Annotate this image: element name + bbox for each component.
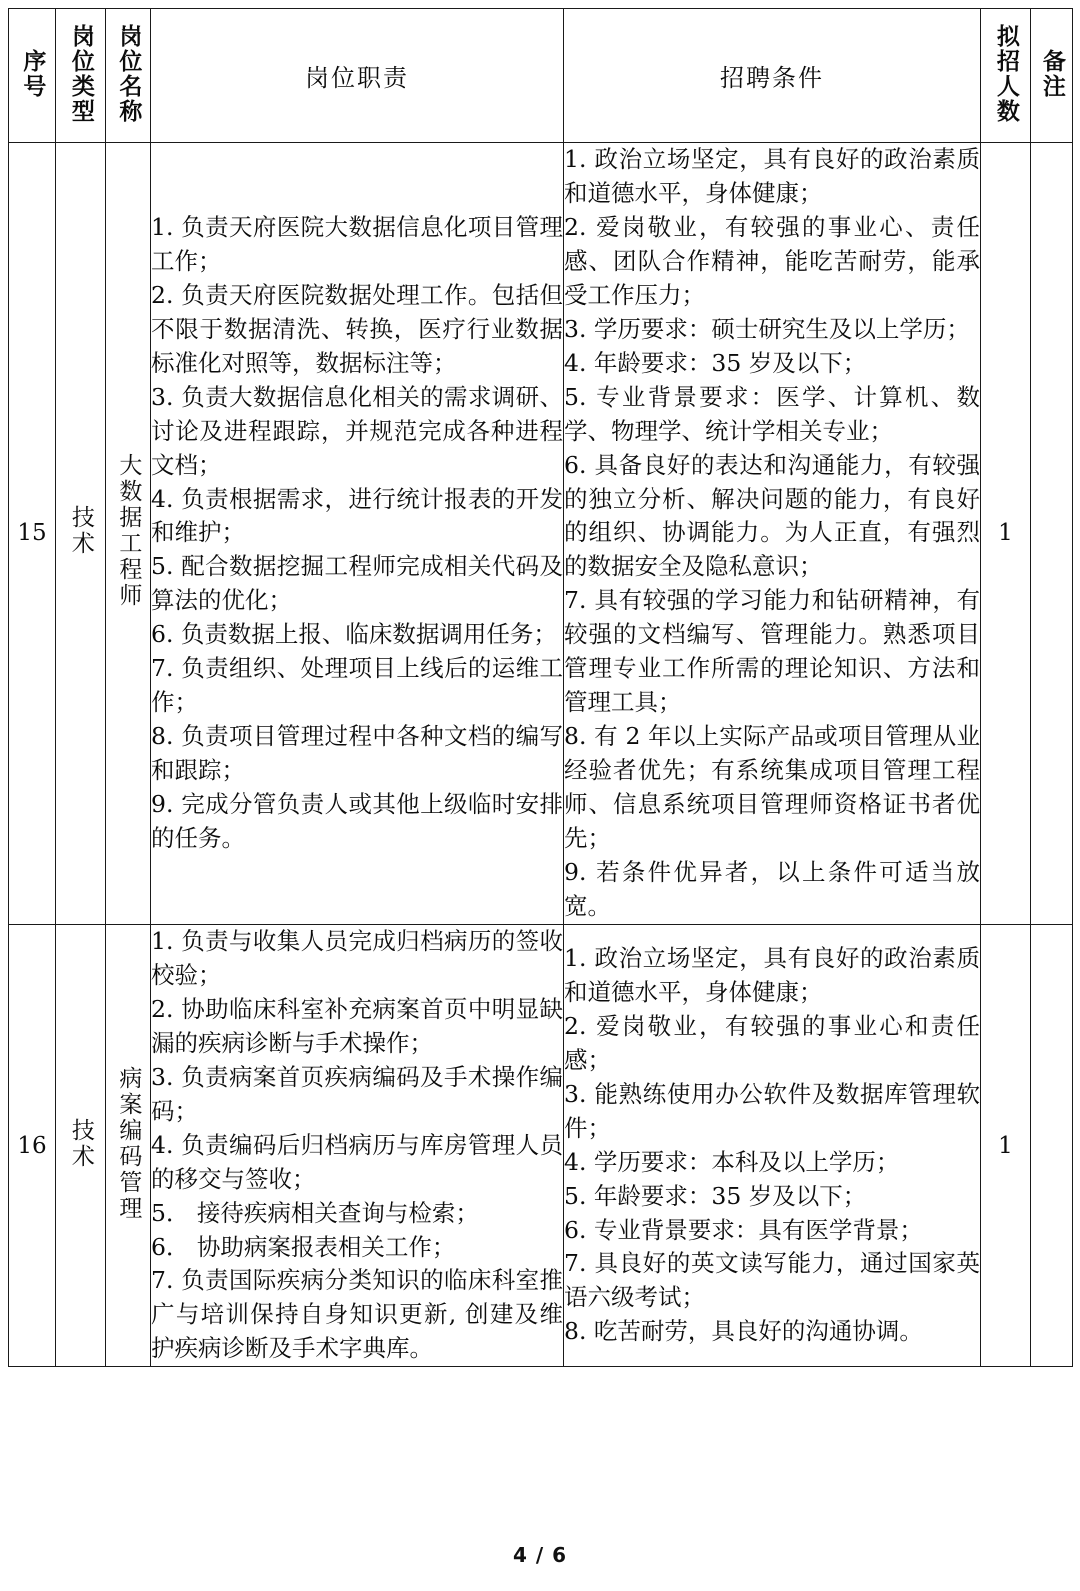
paragraph-item: 6． 协助病案报表相关工作； (151, 1232, 456, 1261)
cell-headcount: 1 (981, 924, 1031, 1366)
paragraph-item: 5. 专业背景要求：医学、计算机、数学、物理学、统计学相关专业； (564, 382, 980, 445)
column-header-job-type-label: 岗位类型 (67, 23, 95, 124)
paragraph-item: 7. 负责国际疾病分类知识的临床科室推广与培训保持自身知识更新, 创建及维护疾病诊断及手术字典库。 (151, 1266, 563, 1363)
paragraph-item: 4. 负责根据需求，进行统计报表的开发和维护； (151, 484, 563, 547)
column-header-remarks (1031, 9, 1073, 143)
cell-duties (151, 143, 564, 925)
cell-job-name (106, 924, 151, 1366)
paragraph-item: 6. 负责数据上报、临床数据调用任务； (151, 620, 557, 649)
cell-requirements (564, 924, 981, 1366)
paragraph-item: 7. 具良好的英文读写能力，通过国家英语六级考试； (564, 1249, 980, 1312)
cell-duties (151, 924, 564, 1366)
paragraph-item: 9. 若条件优异者，以上条件可适当放宽。 (564, 858, 980, 920)
cell-job-name (106, 143, 151, 925)
paragraph-item: 5. 年龄要求：35 岁及以下； (564, 1181, 867, 1210)
column-header-job-name-label: 岗位名称 (115, 23, 143, 124)
column-header-headcount (981, 9, 1031, 143)
paragraph-item: 8. 有 2 年以上实际产品或项目管理从业经验者优先；有系统集成项目管理工程师、信息系统项目管理师资格证书者优先； (564, 722, 980, 853)
cell-job-type (56, 924, 106, 1366)
paragraph-item: 4. 年龄要求：35 岁及以下； (564, 348, 867, 377)
recruitment-positions-table (8, 8, 1073, 1367)
column-header-headcount-label: 拟招人数 (992, 23, 1020, 124)
cell-requirements (564, 143, 981, 925)
paragraph-item: 8. 负责项目管理过程中各种文档的编写和跟踪； (151, 722, 563, 785)
paragraph-item: 3. 负责大数据信息化相关的需求调研、讨论及进程跟踪，并规范完成各种进程文档； (151, 382, 563, 479)
paragraph-item: 4. 负责编码后归档病历与库房管理人员的移交与签收； (151, 1130, 563, 1193)
cell-seq: 15 (9, 143, 56, 925)
table-body (9, 143, 1073, 1367)
paragraph-item: 1. 负责天府医院大数据信息化项目管理工作； (151, 212, 563, 275)
table-row (9, 143, 1073, 925)
cell-headcount: 1 (981, 143, 1031, 925)
paragraph-item: 2. 负责天府医院数据处理工作。包括但不限于数据清洗、转换，医疗行业数据标准化对照等，数据标注等； (151, 280, 563, 377)
cell-job-name-label: 大数据工程师 (115, 453, 142, 610)
cell-job-type-label: 技术 (67, 505, 94, 558)
column-header-requirements: 招聘条件 (564, 9, 981, 143)
paragraph-item: 2. 协助临床科室补充病案首页中明显缺漏的疾病诊断与手术操作； (151, 994, 563, 1057)
paragraph-item: 8. 吃苦耐劳，具良好的沟通协调。 (564, 1317, 923, 1346)
paragraph-item: 6. 具备良好的表达和沟通能力，有较强的独立分析、解决问题的能力，有良好的组织、协调能力。为人正直，有强烈的数据安全及隐私意识； (564, 450, 980, 581)
paragraph-item: 9. 完成分管负责人或其他上级临时安排的任务。 (151, 790, 563, 853)
cell-remarks (1031, 924, 1073, 1366)
paragraph-item: 7. 负责组织、处理项目上线后的运维工作； (151, 654, 563, 717)
cell-job-name-label: 病案编码管理 (115, 1065, 142, 1222)
cell-seq: 16 (9, 924, 56, 1366)
column-header-remarks-label: 备注 (1038, 48, 1066, 99)
page-number-footer: 4 / 6 (512, 1543, 568, 1567)
paragraph-item: 1. 负责与收集人员完成归档病历的签收校验； (151, 926, 563, 989)
cell-job-type (56, 143, 106, 925)
column-header-job-name (106, 9, 151, 143)
paragraph-item: 3. 负责病案首页疾病编码及手术操作编码； (151, 1062, 563, 1125)
paragraph-item: 1. 政治立场坚定，具有良好的政治素质和道德水平，身体健康； (564, 943, 980, 1006)
table-header-row (9, 9, 1073, 143)
column-header-seq-label: 序号 (19, 48, 47, 99)
paragraph-item: 1. 政治立场坚定，具有良好的政治素质和道德水平，身体健康； (564, 145, 980, 207)
column-header-job-type (56, 9, 106, 143)
paragraph-item: 3. 能熟练使用办公软件及数据库管理软件； (564, 1079, 980, 1142)
column-header-seq (9, 9, 56, 143)
paragraph-item: 4. 学历要求：本科及以上学历； (564, 1147, 900, 1176)
paragraph-item: 2. 爱岗敬业，有较强的事业心和责任感； (564, 1011, 980, 1074)
column-header-duties: 岗位职责 (151, 9, 564, 143)
paragraph-item: 5． 接待疾病相关查询与检索； (151, 1198, 479, 1227)
paragraph-item: 5. 配合数据挖掘工程师完成相关代码及算法的优化； (151, 552, 563, 615)
cell-remarks (1031, 143, 1073, 925)
cell-job-type-label: 技术 (67, 1117, 94, 1170)
paragraph-item: 3. 学历要求：硕士研究生及以上学历； (564, 314, 970, 343)
table-row (9, 924, 1073, 1366)
paragraph-item: 2. 爱岗敬业，有较强的事业心、责任感、团队合作精神，能吃苦耐劳，能承受工作压力； (564, 212, 980, 309)
paragraph-item: 6. 专业背景要求：具有医学背景； (564, 1215, 923, 1244)
paragraph-item: 7. 具有较强的学习能力和钻研精神，有较强的文档编写、管理能力。熟悉项目管理专业工作所需的理论知识、方法和管理工具； (564, 586, 980, 717)
